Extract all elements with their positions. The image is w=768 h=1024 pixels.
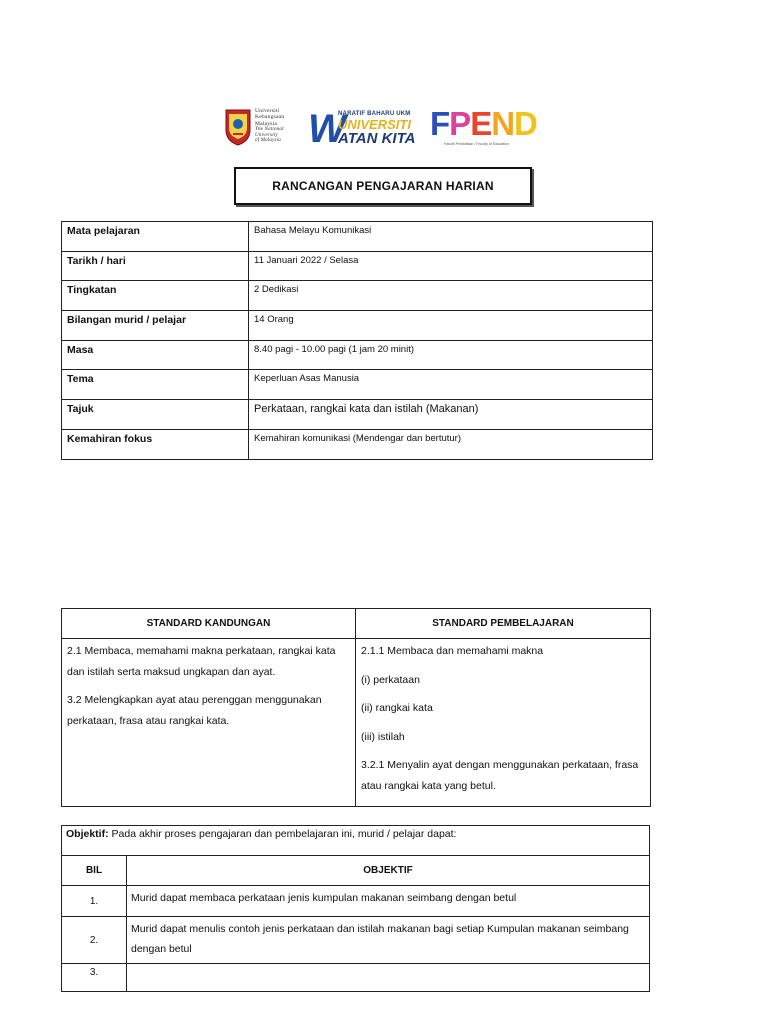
- fpend-letter-n: N: [491, 105, 515, 142]
- info-label: Tema: [62, 370, 249, 400]
- watan-small-text: NARATIF BAHARU UKM: [338, 111, 411, 117]
- info-value: Kemahiran komunikasi (Mendengar dan bertutur): [249, 429, 653, 459]
- standard-pembelajaran-cell: [356, 639, 651, 807]
- table-row: [62, 826, 650, 856]
- header-objektif: OBJEKTIF: [127, 856, 650, 886]
- info-value: 8.40 pagi - 10.00 pagi (1 jam 20 minit): [249, 340, 653, 370]
- objectives-table: [61, 825, 650, 992]
- table-row: [62, 251, 653, 281]
- header-bil: BIL: [62, 856, 127, 886]
- header-standard-pembelajaran: STANDARD PEMBELAJARAN: [356, 609, 651, 639]
- info-label: Mata pelajaran: [62, 222, 249, 252]
- kandungan-item: 2.1 Membaca, memahami makna perkataan, rangkai kata dan istilah serta maksud ungkapan dan ayat.: [67, 645, 336, 678]
- watan-initial: W: [308, 107, 344, 151]
- fpend-letter-p: P: [449, 105, 471, 142]
- info-label: Kemahiran fokus: [62, 429, 249, 459]
- header-standard-kandungan: STANDARD KANDUNGAN: [62, 609, 356, 639]
- fpend-letter-d: D: [514, 105, 537, 142]
- table-row: [62, 886, 650, 917]
- pembelajaran-item: (i) perkataan: [361, 673, 420, 686]
- fpend-letter-e: E: [470, 105, 492, 142]
- objective-text: Murid dapat menulis contoh jenis perkataan dan istilah makanan bagi setiap Kumpulan makanan seimbang dengan betul: [127, 917, 650, 964]
- info-label: Tajuk: [62, 400, 249, 430]
- fpend-letter-f: F: [430, 105, 450, 142]
- table-header-row: [62, 609, 651, 639]
- watan-line-1: UNIVERSITI: [338, 117, 411, 132]
- ukm-tagline-2: of Malaysia: [255, 138, 281, 144]
- info-value: Perkataan, rangkai kata dan istilah (Makanan): [249, 400, 653, 430]
- standards-table: [61, 608, 651, 807]
- table-row: [62, 400, 653, 430]
- pembelajaran-item: (iii) istilah: [361, 730, 405, 743]
- table-row: [62, 340, 653, 370]
- watan-kita-logo: [308, 108, 428, 150]
- ukm-tagline-1: The National University: [255, 127, 284, 138]
- info-value: 11 Januari 2022 / Selasa: [249, 251, 653, 281]
- pembelajaran-item: (ii) rangkai kata: [361, 702, 433, 714]
- objectives-intro-label: Objektif:: [66, 828, 109, 840]
- info-value: 14 Orang: [249, 311, 653, 341]
- kandungan-item: 3.2 Melengkapkan ayat atau perenggan menggunakan perkataan, frasa atau rangkai kata.: [67, 694, 322, 727]
- table-row: [62, 917, 650, 964]
- header-logos: [224, 104, 548, 152]
- lesson-info-table: [61, 221, 653, 460]
- info-label: Masa: [62, 340, 249, 370]
- info-value: 2 Dedikasi: [249, 281, 653, 311]
- pembelajaran-item: 2.1.1 Membaca dan memahami makna: [361, 645, 544, 657]
- objective-text: [127, 964, 650, 992]
- ukm-line-3: Malaysia: [255, 120, 278, 127]
- document-title: RANCANGAN PENGAJARAN HARIAN: [234, 167, 532, 205]
- objectives-intro-text: Pada akhir proses pengajaran dan pembelajaran ini, murid / pelajar dapat:: [108, 828, 457, 840]
- info-value: Bahasa Melayu Komunikasi: [249, 222, 653, 252]
- info-value: Keperluan Asas Manusia: [249, 370, 653, 400]
- fpend-logo: [430, 105, 548, 148]
- info-label: Tingkatan: [62, 281, 249, 311]
- fpend-subtitle: Fakulti Pendidikan / Faculty of Education: [444, 142, 509, 146]
- table-row: [62, 370, 653, 400]
- ukm-logo: [224, 106, 306, 150]
- table-row: [62, 311, 653, 341]
- table-row: [62, 964, 650, 992]
- objectives-intro: [62, 826, 650, 856]
- table-row: [62, 429, 653, 459]
- objective-number: 3.: [62, 964, 127, 992]
- ukm-crest-icon: [224, 108, 252, 146]
- table-row: [62, 222, 653, 252]
- standard-kandungan-cell: [62, 639, 356, 807]
- objective-text: Murid dapat membaca perkataan jenis kumpulan makanan seimbang dengan betul: [127, 886, 650, 917]
- info-label: Tarikh / hari: [62, 251, 249, 281]
- ukm-line-1: Universiti: [255, 108, 280, 114]
- objective-number: 1.: [62, 886, 127, 917]
- watan-line-2: ATAN KITA: [338, 130, 416, 147]
- table-header-row: [62, 856, 650, 886]
- ukm-line-2: Kebangsaan: [255, 114, 285, 121]
- info-label: Bilangan murid / pelajar: [62, 311, 249, 341]
- table-row: [62, 281, 653, 311]
- table-row: [62, 639, 651, 807]
- objective-number: 2.: [62, 917, 127, 964]
- pembelajaran-item: 3.2.1 Menyalin ayat dengan menggunakan perkataan, frasa atau rangkai kata yang betul.: [361, 759, 639, 792]
